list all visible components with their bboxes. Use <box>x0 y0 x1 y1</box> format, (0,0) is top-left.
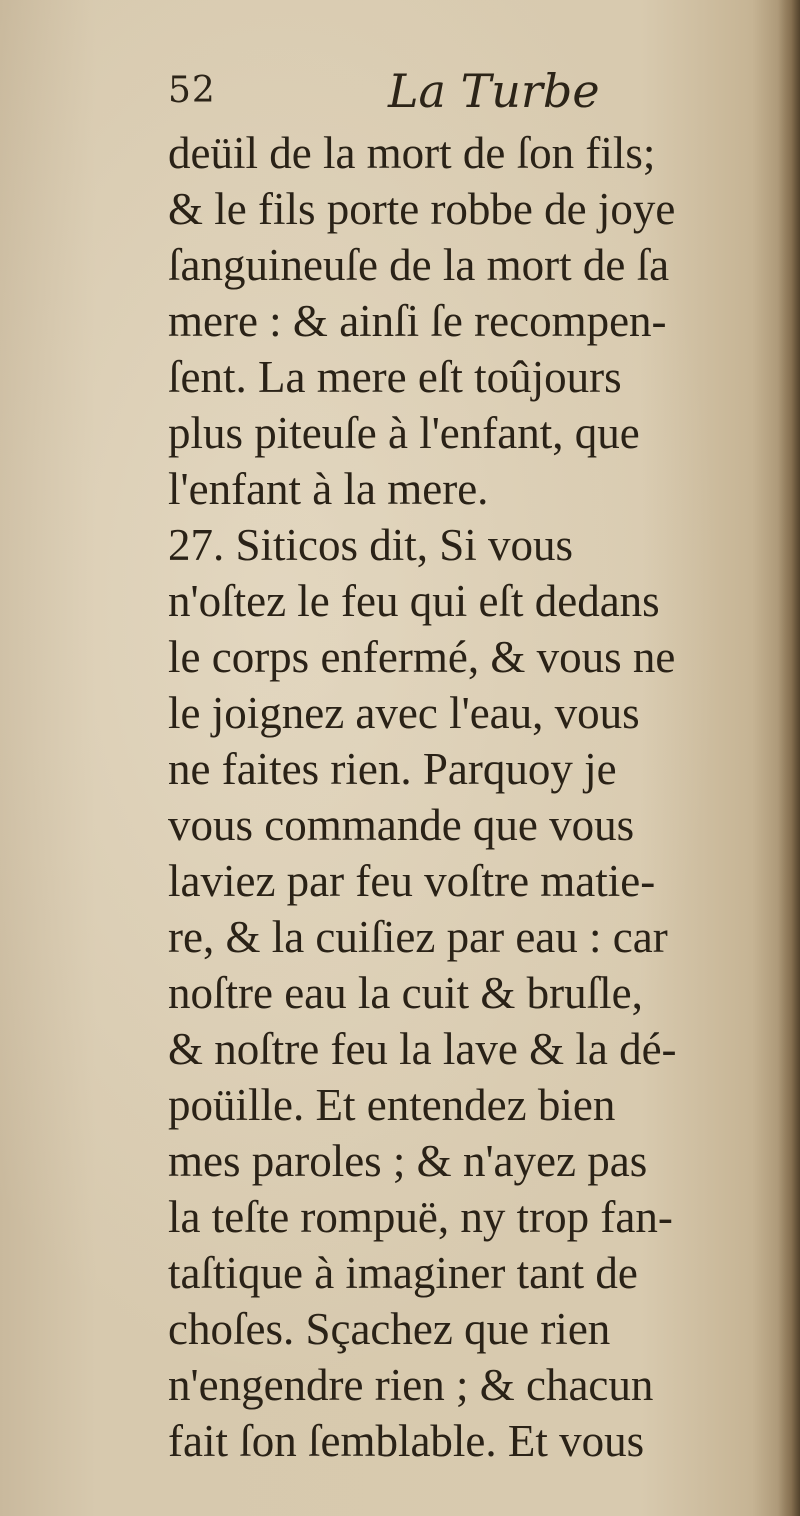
text-line: & le fils porte robbe de joye <box>168 184 676 234</box>
text-line: mere : & ainſi ſe recompen- <box>168 296 667 346</box>
text-line: noſtre eau la cuit & bruſle, <box>168 968 643 1018</box>
text-line: la teſte rompuë, ny trop fan- <box>168 1192 673 1242</box>
text-line: mes paroles ; & n'ayez pas <box>168 1136 648 1186</box>
text-line: poüille. Et entendez bien <box>168 1080 616 1130</box>
text-line: deüil de la mort de ſon fils; <box>168 128 656 178</box>
text-line: le corps enfermé, & vous ne <box>168 632 676 682</box>
text-line: ſent. La mere eſt toûjours <box>168 352 622 402</box>
body-text <box>168 125 768 1469</box>
text-line: plus piteuſe à l'enfant, que <box>168 408 640 458</box>
text-line: l'enfant à la mere. <box>168 464 489 514</box>
page-gutter-shadow <box>778 0 800 1516</box>
text-line: laviez par feu voſtre matie- <box>168 856 656 906</box>
text-line: taſtique à imaginer tant de <box>168 1248 638 1298</box>
page-header <box>168 64 768 124</box>
text-line: 27. Siticos dit, Si vous <box>168 520 574 570</box>
text-line: ne faites rien. Parquoy je <box>168 744 617 794</box>
text-line: vous commande que vous <box>168 800 635 850</box>
text-line: n'oſtez le feu qui eſt dedans <box>168 576 660 626</box>
text-line: fait ſon ſemblable. Et vous <box>168 1416 645 1466</box>
text-line: choſes. Sçachez que rien <box>168 1304 611 1354</box>
text-line: ſanguineuſe de la mort de ſa <box>168 240 670 290</box>
text-line: le joignez avec l'eau, vous <box>168 688 640 738</box>
text-line: & noſtre feu la lave & la dé- <box>168 1024 677 1074</box>
running-title: La Turbe <box>388 64 600 118</box>
page-number: 52 <box>168 70 216 111</box>
text-line: re, & la cuiſiez par eau : car <box>168 912 668 962</box>
text-line: n'engendre rien ; & chacun <box>168 1360 654 1410</box>
